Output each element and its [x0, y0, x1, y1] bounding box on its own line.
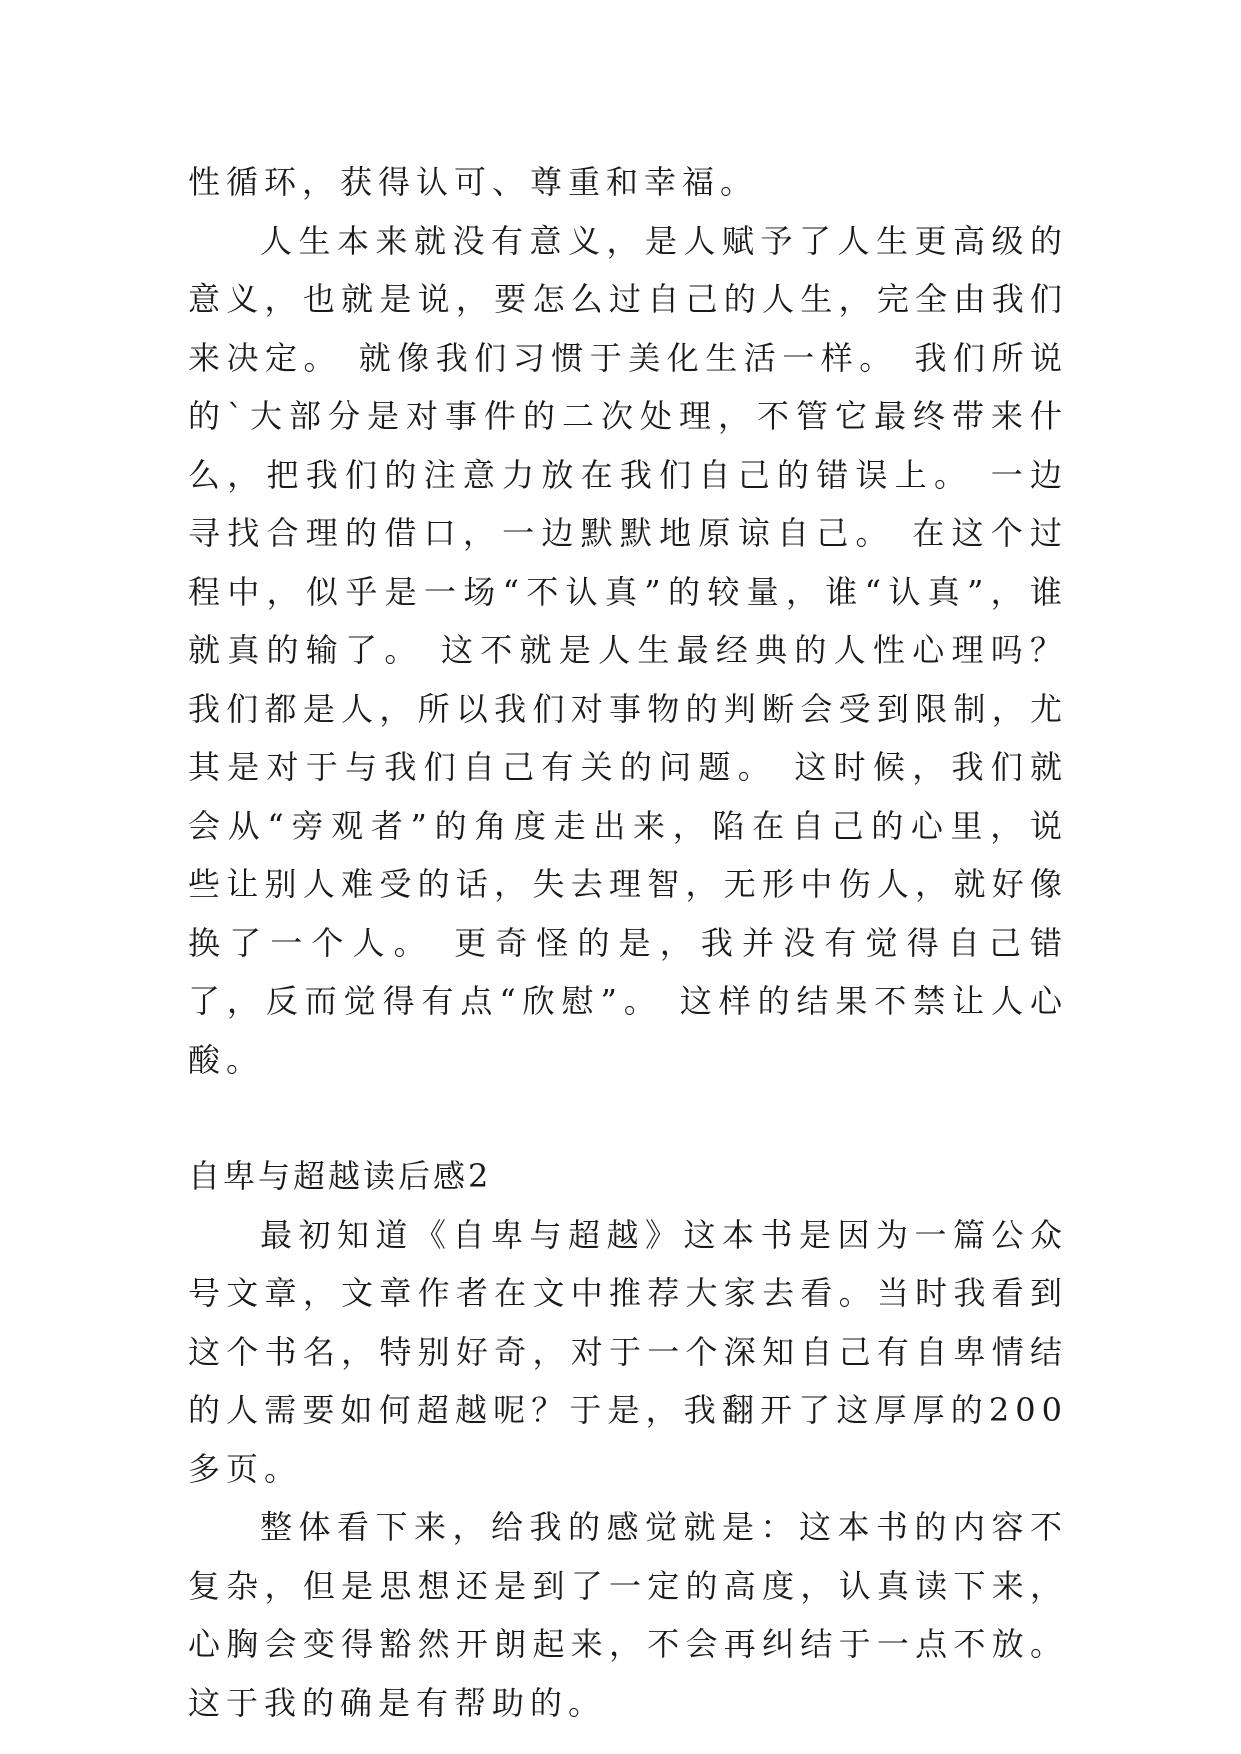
section-title: 自卑与超越读后感2 — [188, 1157, 492, 1195]
paragraph: 人生本来就没有意义，是人赋予了人生更高级的意义，也就是说，要怎么过自己的人生，完全由我们来决定。 就像我们习惯于美化生活一样。 我们所说的`大部分是对事件的二次处理，不管它最终带来什么，把我们的注意力放在我们自己的错误上。 一边寻找合理的借口，一边默默地原谅自己。 在这个过程中，似乎是一场“不认真”的较量，谁“认真”，谁就真的输了。 这不就是人生最经典的人性心理吗？ 我们都是人，所以我们对事物的判断会受到限制，尤其是对于与我们自己有关的问题。 这时候，我们就会从“旁观者”的角度走出来，陷在自己的心里，说些让别人难受的话，失去理智，无形中伤人，就好像换了一个人。 更奇怪的是，我并没有觉得自己错了，反而觉得有点“欣慰”。 这样的结果不禁让人心酸。 — [188, 221, 1068, 1079]
paragraph-continuation: 性循环，获得认可、尊重和幸福。 — [188, 163, 759, 201]
paragraph: 最初知道《自卑与超越》这本书是因为一篇公众号文章，文章作者在文中推荐大家去看。当时我看到这个书名，特别好奇，对于一个深知自己有自卑情结的人需要如何超越呢？于是，我翻开了这厚厚的200多页。 — [188, 1215, 1068, 1488]
paragraph: 整体看下来，给我的感觉就是：这本书的内容不复杂，但是思想还是到了一定的高度，认真读下来，心胸会变得豁然开朗起来，不会再纠结于一点不放。这于我的确是有帮助的。 — [188, 1508, 1068, 1722]
document-body — [188, 153, 1068, 1732]
